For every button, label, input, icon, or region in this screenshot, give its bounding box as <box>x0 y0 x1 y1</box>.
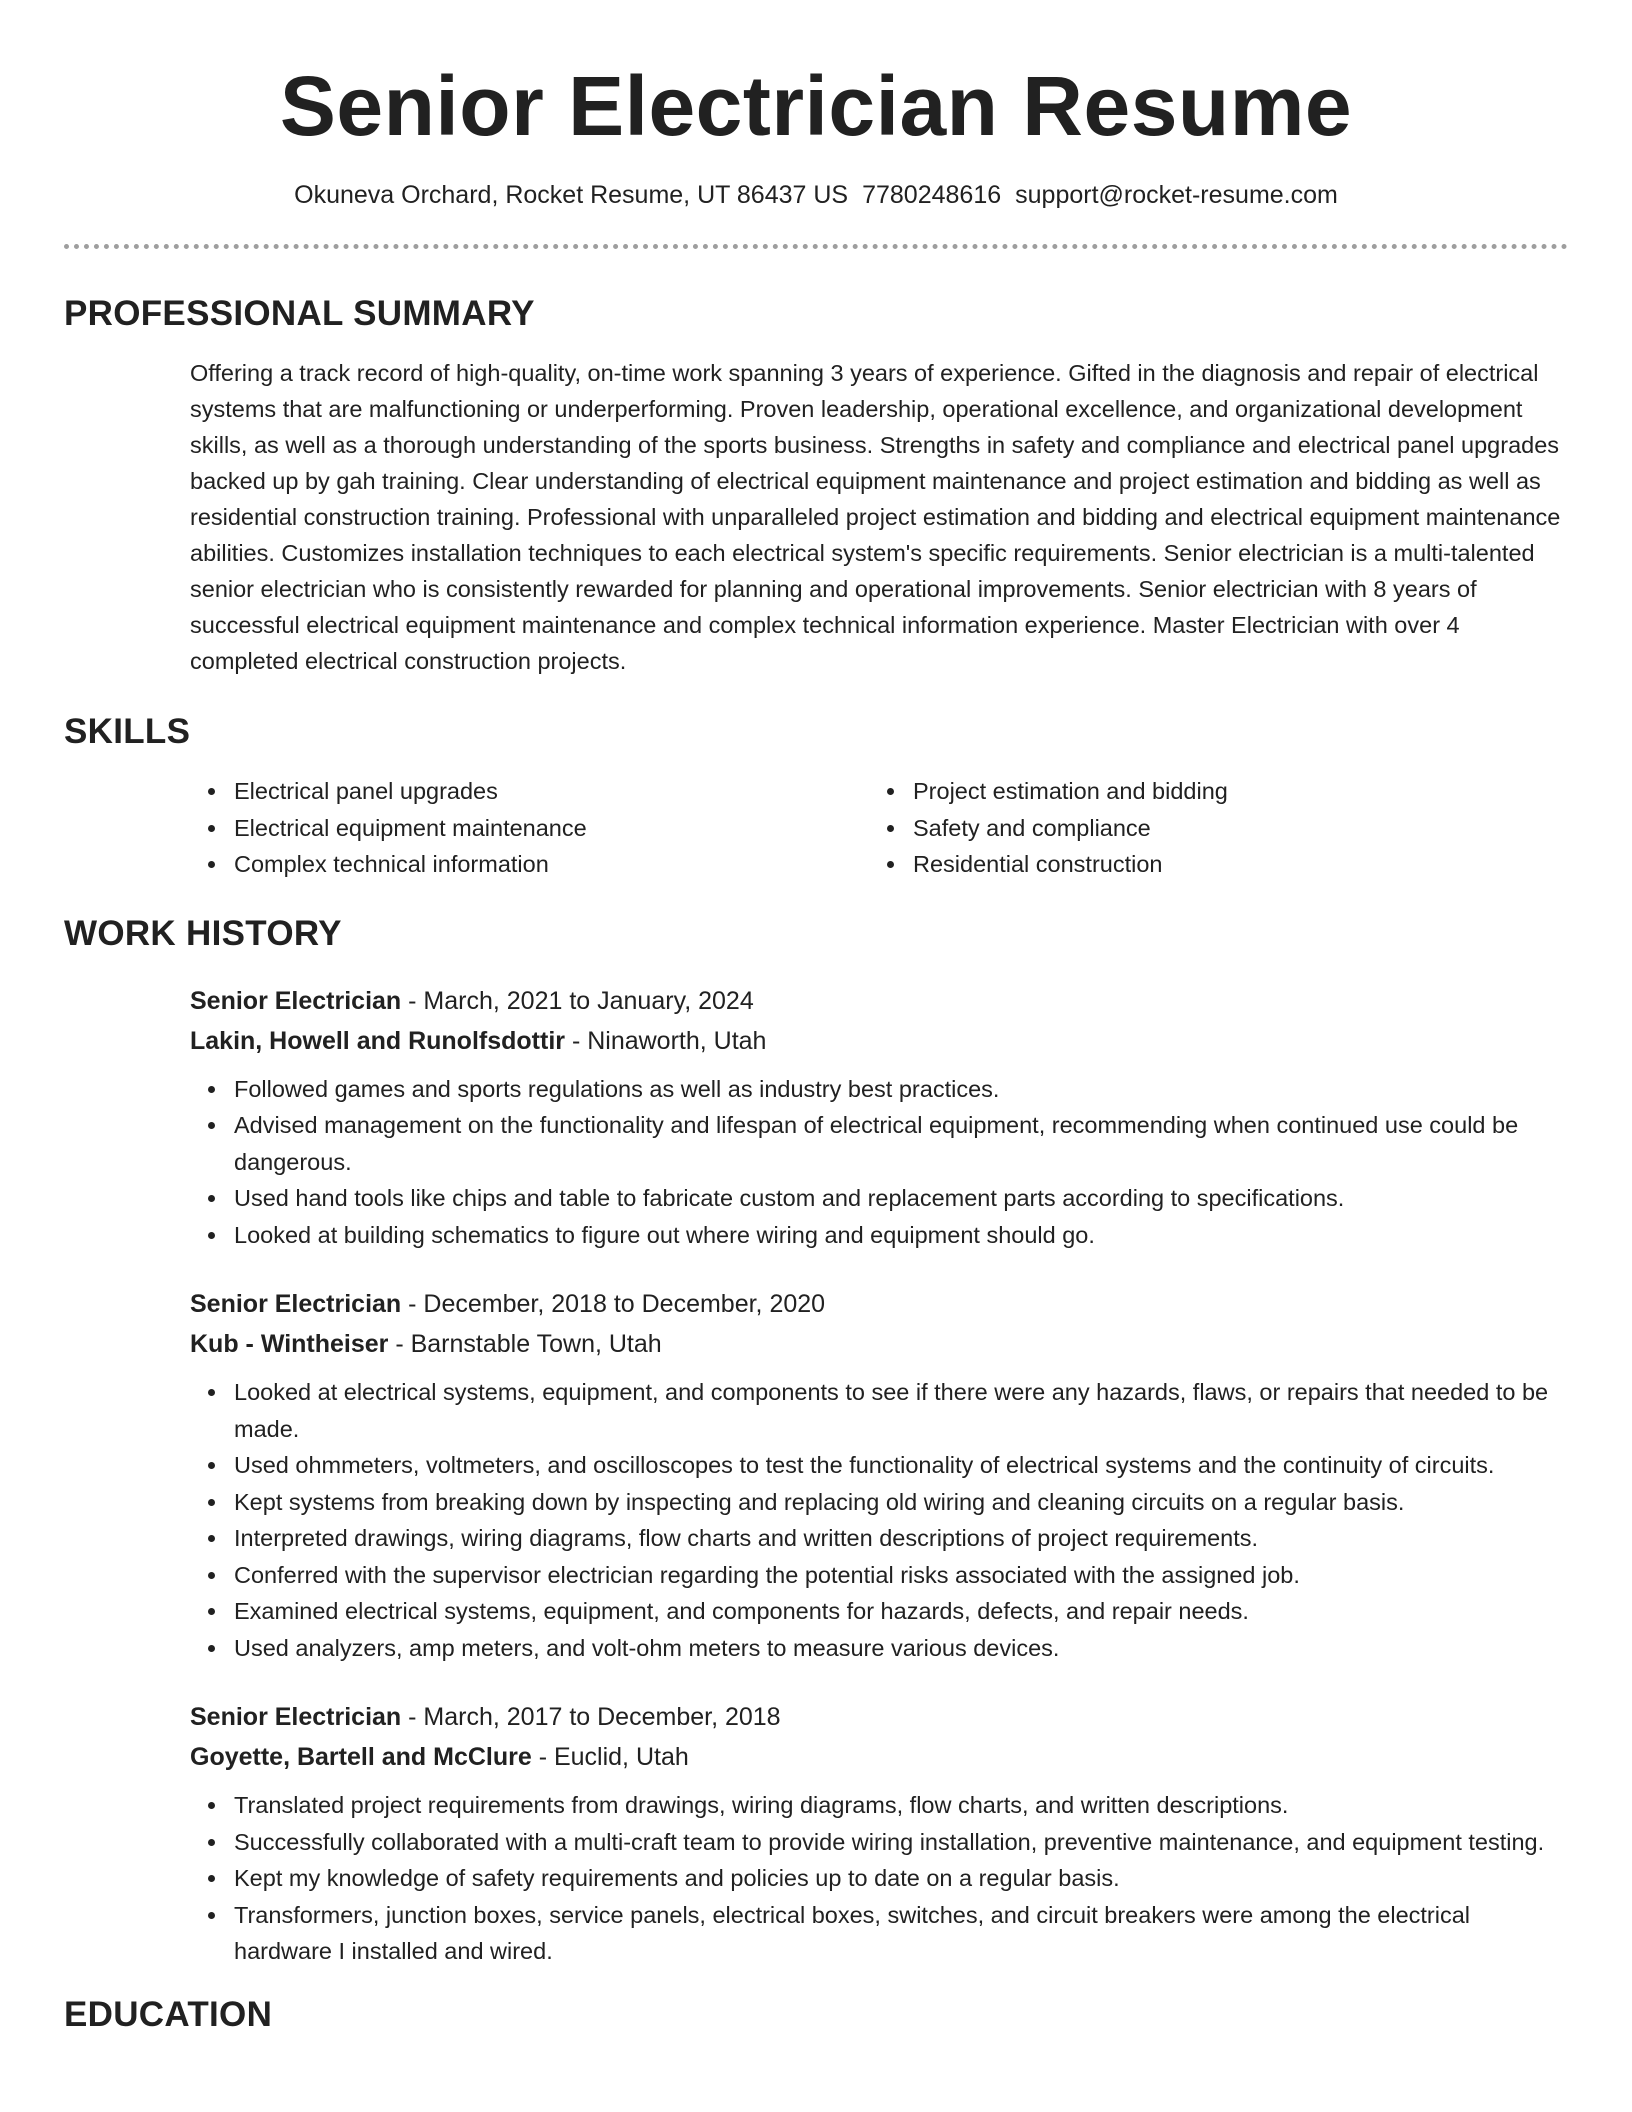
job-bullet: Advised management on the functionality and lifespan of electrical equipment, recommending when continued use could be dangerous. <box>234 1107 1568 1180</box>
job-bullet: Kept systems from breaking down by inspecting and replacing old wiring and cleaning circuits on a regular basis. <box>234 1484 1568 1521</box>
header-divider <box>64 244 1568 249</box>
skills-list <box>190 773 1568 883</box>
job-title-line <box>190 1697 1568 1737</box>
job-bullet: Used hand tools like chips and table to fabricate custom and replacement parts according to specifications. <box>234 1180 1568 1217</box>
job-bullet: Used ohmmeters, voltmeters, and oscilloscopes to test the functionality of electrical systems and the continuity of circuits. <box>234 1447 1568 1484</box>
job-bullets <box>190 1374 1568 1666</box>
job-company: Lakin, Howell and Runolfsdottir <box>190 1026 565 1055</box>
job-bullet: Looked at building schematics to figure out where wiring and equipment should go. <box>234 1217 1568 1254</box>
skill-item: Electrical equipment maintenance <box>234 810 869 847</box>
job-dates: - March, 2017 to December, 2018 <box>401 1703 781 1731</box>
summary-text: Offering a track record of high-quality, on-time work spanning 3 years of experience. Gifted in the diagnosis and repair of electrical systems that are malfunctioning or underperforming. Proven leadership, operational excellence, and organizational development skills, as well as a thorough understanding of the sports business. Strengths in safety and compliance and electrical panel upgrades backed up by gah training. Clear understanding of electrical equipment maintenance and project estimation and bidding as well as residential construction training. Professional with unparalleled project estimation and bidding and electrical equipment maintenance abilities. Customizes installation techniques to each electrical system's specific requirements. Senior electrician is a multi-talented senior electrician who is consistently rewarded for planning and operational improvements. Senior electrician with 8 years of successful electrical equipment maintenance and complex technical information experience. Master Electrician with over 4 completed electrical construction projects. <box>190 360 1561 674</box>
skill-item: Safety and compliance <box>913 810 1548 847</box>
skill-item: Project estimation and bidding <box>913 773 1548 810</box>
job-bullet: Used analyzers, amp meters, and volt-ohm meters to measure various devices. <box>234 1630 1568 1667</box>
job-title-line <box>190 1284 1568 1324</box>
job-company: Goyette, Bartell and McClure <box>190 1743 532 1771</box>
job-bullet: Kept my knowledge of safety requirements and policies up to date on a regular basis. <box>234 1860 1568 1897</box>
job-company-line <box>190 1021 1568 1061</box>
job-title: Senior Electrician <box>190 986 402 1015</box>
job-bullet: Translated project requirements from drawings, wiring diagrams, flow charts, and written descriptions. <box>234 1787 1568 1824</box>
job-dates: - December, 2018 to December, 2020 <box>401 1290 826 1318</box>
job-company: Kub - Wintheiser <box>190 1330 389 1358</box>
skill-item: Complex technical information <box>234 846 869 883</box>
skill-item: Electrical panel upgrades <box>234 773 869 810</box>
job-title: Senior Electrician <box>190 1290 402 1318</box>
job-company-line <box>190 1737 1568 1777</box>
job-location: - Barnstable Town, Utah <box>388 1330 662 1358</box>
resume-title: Senior Electrician Resume <box>279 59 1353 153</box>
summary-heading: PROFESSIONAL SUMMARY <box>64 294 535 333</box>
job-bullet: Looked at electrical systems, equipment, and components to see if there were any hazards, flaws, or repairs that needed to be made. <box>234 1374 1568 1447</box>
job-bullet: Examined electrical systems, equipment, and components for hazards, defects, and repair needs. <box>234 1593 1568 1630</box>
contact-address: Okuneva Orchard, Rocket Resume, UT 86437 US <box>294 181 849 209</box>
contact-phone: 7780248616 <box>862 181 1002 209</box>
job-bullet: Transformers, junction boxes, service panels, electrical boxes, switches, and circuit breakers were among the electrical hardware I installed and wired. <box>234 1897 1568 1970</box>
skills-heading: SKILLS <box>64 712 191 751</box>
skill-item: Residential construction <box>913 846 1548 883</box>
work-history-heading: WORK HISTORY <box>64 913 342 953</box>
job-company-line <box>190 1324 1568 1364</box>
contact-email: support@rocket-resume.com <box>1015 181 1338 209</box>
job-entry <box>190 1284 1568 1666</box>
job-entry <box>190 981 1568 1254</box>
skills-column-right <box>869 773 1548 883</box>
job-entry <box>190 1697 1568 1970</box>
education-heading: EDUCATION <box>64 1994 273 2034</box>
job-location: - Euclid, Utah <box>531 1743 689 1771</box>
job-location: - Ninaworth, Utah <box>565 1026 767 1055</box>
skills-column-left <box>190 773 869 883</box>
job-title-line <box>190 981 1568 1021</box>
job-bullet: Conferred with the supervisor electrician regarding the potential risks associated with the assigned job. <box>234 1557 1568 1594</box>
job-bullets <box>190 1071 1568 1254</box>
job-bullets <box>190 1787 1568 1970</box>
job-title: Senior Electrician <box>190 1703 402 1731</box>
job-dates: - March, 2021 to January, 2024 <box>401 986 754 1015</box>
resume-page <box>64 0 1568 2038</box>
job-bullet: Interpreted drawings, wiring diagrams, flow charts and written descriptions of project requirements. <box>234 1520 1568 1557</box>
job-bullet: Followed games and sports regulations as well as industry best practices. <box>234 1071 1568 1108</box>
job-bullet: Successfully collaborated with a multi-craft team to provide wiring installation, preventive maintenance, and equipment testing. <box>234 1824 1568 1861</box>
contact-line <box>64 178 1568 212</box>
